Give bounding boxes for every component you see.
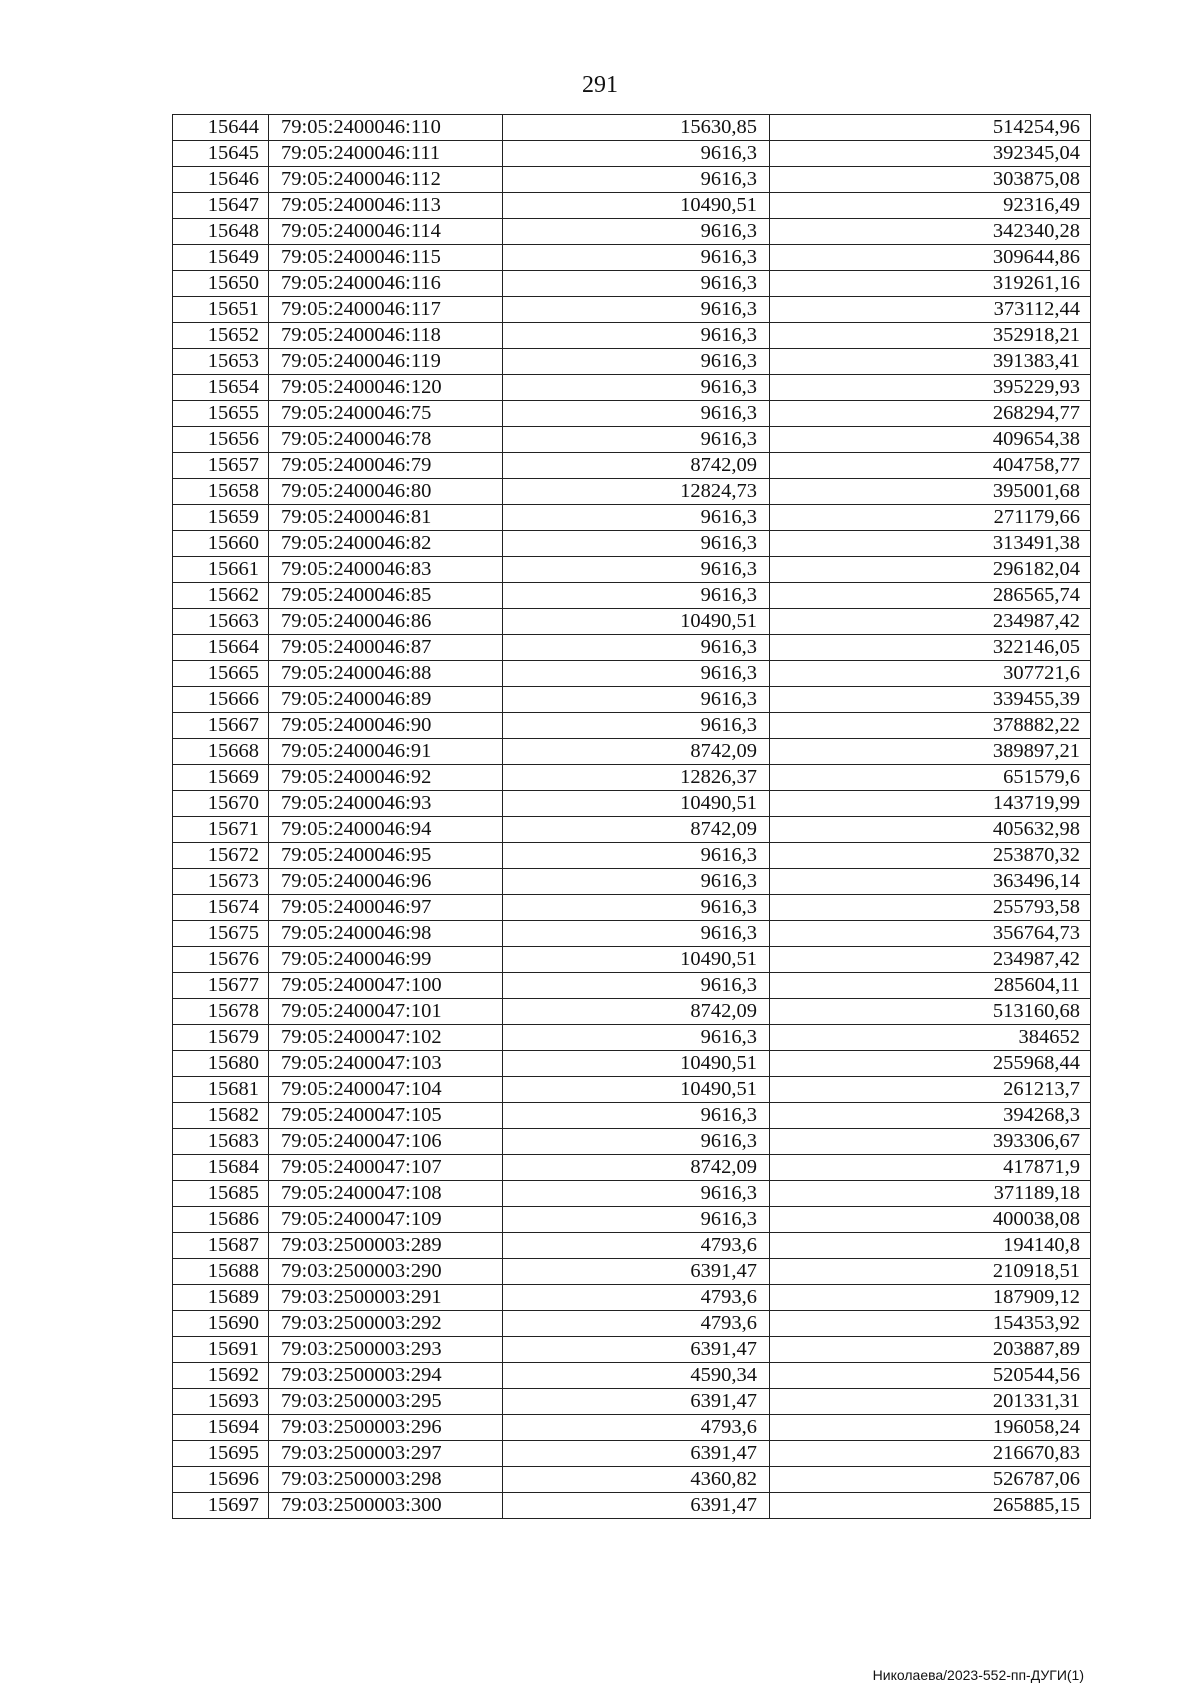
area-cell: 8742,09 (503, 999, 770, 1025)
table-row (173, 167, 1091, 193)
table-row (173, 271, 1091, 297)
area-cell: 10490,51 (503, 947, 770, 973)
table-row (173, 713, 1091, 739)
row-number-cell: 15648 (173, 219, 269, 245)
cadastral-value-cell: 514254,96 (770, 115, 1091, 141)
cadastral-number-cell: 79:05:2400047:103 (269, 1051, 503, 1077)
row-number-cell: 15657 (173, 453, 269, 479)
area-cell: 9616,3 (503, 375, 770, 401)
row-number-cell: 15696 (173, 1467, 269, 1493)
table-row (173, 1051, 1091, 1077)
row-number-cell: 15677 (173, 973, 269, 999)
table-row (173, 401, 1091, 427)
row-number-cell: 15695 (173, 1441, 269, 1467)
area-cell: 9616,3 (503, 219, 770, 245)
cadastral-number-cell: 79:03:2500003:293 (269, 1337, 503, 1363)
table-row (173, 1493, 1091, 1519)
area-cell: 4793,6 (503, 1415, 770, 1441)
cadastral-value-cell: 513160,68 (770, 999, 1091, 1025)
cadastral-number-cell: 79:05:2400046:111 (269, 141, 503, 167)
table-row (173, 817, 1091, 843)
area-cell: 8742,09 (503, 817, 770, 843)
table-row (173, 1181, 1091, 1207)
cadastral-number-cell: 79:05:2400046:94 (269, 817, 503, 843)
cadastral-value-cell: 196058,24 (770, 1415, 1091, 1441)
row-number-cell: 15680 (173, 1051, 269, 1077)
row-number-cell: 15664 (173, 635, 269, 661)
row-number-cell: 15662 (173, 583, 269, 609)
row-number-cell: 15689 (173, 1285, 269, 1311)
table-row (173, 531, 1091, 557)
table-row (173, 609, 1091, 635)
table-row (173, 1129, 1091, 1155)
cadastral-value-cell: 394268,3 (770, 1103, 1091, 1129)
area-cell: 9616,3 (503, 713, 770, 739)
cadastral-value-cell: 342340,28 (770, 219, 1091, 245)
cadastral-value-cell: 234987,42 (770, 947, 1091, 973)
table-row (173, 999, 1091, 1025)
table-row (173, 1441, 1091, 1467)
row-number-cell: 15649 (173, 245, 269, 271)
row-number-cell: 15673 (173, 869, 269, 895)
cadastral-number-cell: 79:03:2500003:297 (269, 1441, 503, 1467)
table-row (173, 1259, 1091, 1285)
table-row (173, 765, 1091, 791)
row-number-cell: 15652 (173, 323, 269, 349)
row-number-cell: 15667 (173, 713, 269, 739)
cadastral-value-cell: 339455,39 (770, 687, 1091, 713)
cadastral-number-cell: 79:03:2500003:291 (269, 1285, 503, 1311)
area-cell: 9616,3 (503, 973, 770, 999)
row-number-cell: 15685 (173, 1181, 269, 1207)
cadastral-value-cell: 395001,68 (770, 479, 1091, 505)
cadastral-number-cell: 79:05:2400046:110 (269, 115, 503, 141)
cadastral-number-cell: 79:05:2400046:97 (269, 895, 503, 921)
document-reference: Николаева/2023-552-пп-ДУГИ(1) (872, 1667, 1084, 1683)
cadastral-number-cell: 79:05:2400047:106 (269, 1129, 503, 1155)
cadastral-number-cell: 79:03:2500003:298 (269, 1467, 503, 1493)
area-cell: 6391,47 (503, 1441, 770, 1467)
area-cell: 9616,3 (503, 531, 770, 557)
table-row (173, 973, 1091, 999)
area-cell: 6391,47 (503, 1493, 770, 1519)
cadastral-number-cell: 79:05:2400046:87 (269, 635, 503, 661)
area-cell: 8742,09 (503, 453, 770, 479)
area-cell: 6391,47 (503, 1389, 770, 1415)
area-cell: 10490,51 (503, 1077, 770, 1103)
cadastral-number-cell: 79:05:2400046:78 (269, 427, 503, 453)
cadastral-value-cell: 371189,18 (770, 1181, 1091, 1207)
row-number-cell: 15694 (173, 1415, 269, 1441)
cadastral-value-cell: 285604,11 (770, 973, 1091, 999)
cadastral-number-cell: 79:05:2400046:91 (269, 739, 503, 765)
row-number-cell: 15647 (173, 193, 269, 219)
table-row (173, 219, 1091, 245)
cadastral-value-cell: 520544,56 (770, 1363, 1091, 1389)
cadastral-value-cell: 404758,77 (770, 453, 1091, 479)
cadastral-value-cell: 203887,89 (770, 1337, 1091, 1363)
cadastral-value-cell: 268294,77 (770, 401, 1091, 427)
row-number-cell: 15692 (173, 1363, 269, 1389)
cadastral-value-cell: 296182,04 (770, 557, 1091, 583)
row-number-cell: 15688 (173, 1259, 269, 1285)
cadastral-value-cell: 391383,41 (770, 349, 1091, 375)
row-number-cell: 15678 (173, 999, 269, 1025)
cadastral-number-cell: 79:05:2400046:118 (269, 323, 503, 349)
cadastral-number-cell: 79:05:2400046:92 (269, 765, 503, 791)
cadastral-value-cell: 286565,74 (770, 583, 1091, 609)
row-number-cell: 15675 (173, 921, 269, 947)
cadastral-value-cell: 651579,6 (770, 765, 1091, 791)
cadastral-value-cell: 194140,8 (770, 1233, 1091, 1259)
cadastral-number-cell: 79:05:2400046:81 (269, 505, 503, 531)
cadastral-number-cell: 79:05:2400047:102 (269, 1025, 503, 1051)
row-number-cell: 15656 (173, 427, 269, 453)
cadastral-value-cell: 307721,6 (770, 661, 1091, 687)
area-cell: 9616,3 (503, 349, 770, 375)
row-number-cell: 15665 (173, 661, 269, 687)
row-number-cell: 15668 (173, 739, 269, 765)
cadastral-value-cell: 526787,06 (770, 1467, 1091, 1493)
row-number-cell: 15674 (173, 895, 269, 921)
cadastral-number-cell: 79:05:2400046:113 (269, 193, 503, 219)
table-row (173, 1155, 1091, 1181)
cadastral-value-cell: 373112,44 (770, 297, 1091, 323)
table-row (173, 1077, 1091, 1103)
area-cell: 9616,3 (503, 635, 770, 661)
table-row (173, 947, 1091, 973)
area-cell: 10490,51 (503, 609, 770, 635)
row-number-cell: 15650 (173, 271, 269, 297)
area-cell: 9616,3 (503, 1181, 770, 1207)
table-row (173, 479, 1091, 505)
cadastral-number-cell: 79:03:2500003:300 (269, 1493, 503, 1519)
area-cell: 9616,3 (503, 297, 770, 323)
cadastral-number-cell: 79:05:2400046:85 (269, 583, 503, 609)
area-cell: 10490,51 (503, 791, 770, 817)
cadastral-value-cell: 389897,21 (770, 739, 1091, 765)
area-cell: 15630,85 (503, 115, 770, 141)
cadastral-value-cell: 392345,04 (770, 141, 1091, 167)
cadastral-value-cell: 216670,83 (770, 1441, 1091, 1467)
area-cell: 9616,3 (503, 895, 770, 921)
cadastral-value-cell: 322146,05 (770, 635, 1091, 661)
row-number-cell: 15693 (173, 1389, 269, 1415)
cadastral-value-cell: 255793,58 (770, 895, 1091, 921)
table-row (173, 1363, 1091, 1389)
cadastral-value-cell: 400038,08 (770, 1207, 1091, 1233)
row-number-cell: 15679 (173, 1025, 269, 1051)
cadastral-number-cell: 79:05:2400046:95 (269, 843, 503, 869)
row-number-cell: 15671 (173, 817, 269, 843)
cadastral-value-cell: 253870,32 (770, 843, 1091, 869)
row-number-cell: 15697 (173, 1493, 269, 1519)
cadastral-number-cell: 79:03:2500003:296 (269, 1415, 503, 1441)
row-number-cell: 15651 (173, 297, 269, 323)
cadastral-value-cell: 319261,16 (770, 271, 1091, 297)
cadastral-number-cell: 79:05:2400046:120 (269, 375, 503, 401)
table-row (173, 141, 1091, 167)
cadastral-number-cell: 79:05:2400047:104 (269, 1077, 503, 1103)
row-number-cell: 15666 (173, 687, 269, 713)
row-number-cell: 15687 (173, 1233, 269, 1259)
table-row (173, 453, 1091, 479)
area-cell: 4793,6 (503, 1233, 770, 1259)
row-number-cell: 15691 (173, 1337, 269, 1363)
cadastral-value-cell: 405632,98 (770, 817, 1091, 843)
cadastral-number-cell: 79:05:2400046:88 (269, 661, 503, 687)
table-row (173, 1103, 1091, 1129)
area-cell: 9616,3 (503, 1025, 770, 1051)
cadastral-number-cell: 79:05:2400046:80 (269, 479, 503, 505)
table-row (173, 1311, 1091, 1337)
table-row (173, 115, 1091, 141)
cadastral-number-cell: 79:05:2400047:101 (269, 999, 503, 1025)
area-cell: 6391,47 (503, 1259, 770, 1285)
area-cell: 4793,6 (503, 1311, 770, 1337)
area-cell: 9616,3 (503, 921, 770, 947)
table-row (173, 1415, 1091, 1441)
table-row (173, 791, 1091, 817)
cadastral-value-cell: 356764,73 (770, 921, 1091, 947)
area-cell: 12826,37 (503, 765, 770, 791)
cadastral-number-cell: 79:05:2400046:115 (269, 245, 503, 271)
cadastral-value-cell: 255968,44 (770, 1051, 1091, 1077)
cadastral-number-cell: 79:05:2400046:83 (269, 557, 503, 583)
cadastral-value-cell: 352918,21 (770, 323, 1091, 349)
row-number-cell: 15670 (173, 791, 269, 817)
cadastral-number-cell: 79:03:2500003:290 (269, 1259, 503, 1285)
cadastral-number-cell: 79:05:2400046:98 (269, 921, 503, 947)
area-cell: 9616,3 (503, 323, 770, 349)
cadastral-number-cell: 79:05:2400046:82 (269, 531, 503, 557)
row-number-cell: 15663 (173, 609, 269, 635)
area-cell: 10490,51 (503, 1051, 770, 1077)
cadastral-value-cell: 210918,51 (770, 1259, 1091, 1285)
area-cell: 9616,3 (503, 869, 770, 895)
table-row (173, 687, 1091, 713)
cadastral-number-cell: 79:05:2400047:109 (269, 1207, 503, 1233)
row-number-cell: 15676 (173, 947, 269, 973)
cadastral-value-cell: 265885,15 (770, 1493, 1091, 1519)
area-cell: 9616,3 (503, 843, 770, 869)
row-number-cell: 15660 (173, 531, 269, 557)
table-row (173, 297, 1091, 323)
row-number-cell: 15682 (173, 1103, 269, 1129)
table-row (173, 1233, 1091, 1259)
cadastral-value-cell: 378882,22 (770, 713, 1091, 739)
area-cell: 9616,3 (503, 661, 770, 687)
cadastral-value-cell: 313491,38 (770, 531, 1091, 557)
table-row (173, 583, 1091, 609)
area-cell: 9616,3 (503, 583, 770, 609)
area-cell: 6391,47 (503, 1337, 770, 1363)
row-number-cell: 15646 (173, 167, 269, 193)
row-number-cell: 15655 (173, 401, 269, 427)
row-number-cell: 15686 (173, 1207, 269, 1233)
cadastral-number-cell: 79:03:2500003:289 (269, 1233, 503, 1259)
cadastral-value-cell: 187909,12 (770, 1285, 1091, 1311)
cadastral-value-cell: 143719,99 (770, 791, 1091, 817)
page-number: 291 (582, 72, 618, 98)
table-body (173, 115, 1091, 1519)
cadastral-value-cell: 309644,86 (770, 245, 1091, 271)
cadastral-value-cell: 303875,08 (770, 167, 1091, 193)
area-cell: 9616,3 (503, 557, 770, 583)
row-number-cell: 15684 (173, 1155, 269, 1181)
cadastral-number-cell: 79:05:2400046:93 (269, 791, 503, 817)
table-row (173, 1285, 1091, 1311)
table-row (173, 193, 1091, 219)
cadastral-number-cell: 79:05:2400046:119 (269, 349, 503, 375)
cadastral-number-cell: 79:05:2400046:89 (269, 687, 503, 713)
area-cell: 9616,3 (503, 1207, 770, 1233)
cadastral-number-cell: 79:05:2400047:108 (269, 1181, 503, 1207)
row-number-cell: 15681 (173, 1077, 269, 1103)
table-row (173, 843, 1091, 869)
row-number-cell: 15661 (173, 557, 269, 583)
row-number-cell: 15654 (173, 375, 269, 401)
table-row (173, 349, 1091, 375)
cadastral-value-cell: 409654,38 (770, 427, 1091, 453)
cadastral-value-cell: 154353,92 (770, 1311, 1091, 1337)
area-cell: 8742,09 (503, 1155, 770, 1181)
row-number-cell: 15644 (173, 115, 269, 141)
area-cell: 4360,82 (503, 1467, 770, 1493)
table-row (173, 1025, 1091, 1051)
table-row (173, 661, 1091, 687)
cadastral-number-cell: 79:03:2500003:295 (269, 1389, 503, 1415)
cadastral-number-cell: 79:05:2400046:112 (269, 167, 503, 193)
table-row (173, 557, 1091, 583)
area-cell: 10490,51 (503, 193, 770, 219)
row-number-cell: 15659 (173, 505, 269, 531)
area-cell: 9616,3 (503, 1129, 770, 1155)
cadastral-number-cell: 79:05:2400046:75 (269, 401, 503, 427)
table-row (173, 1389, 1091, 1415)
area-cell: 9616,3 (503, 167, 770, 193)
row-number-cell: 15690 (173, 1311, 269, 1337)
cadastral-number-cell: 79:03:2500003:294 (269, 1363, 503, 1389)
area-cell: 9616,3 (503, 271, 770, 297)
table-row (173, 869, 1091, 895)
cadastral-value-cell: 417871,9 (770, 1155, 1091, 1181)
cadastral-value-cell: 393306,67 (770, 1129, 1091, 1155)
row-number-cell: 15645 (173, 141, 269, 167)
row-number-cell: 15658 (173, 479, 269, 505)
cadastral-number-cell: 79:05:2400046:116 (269, 271, 503, 297)
area-cell: 9616,3 (503, 427, 770, 453)
cadastral-number-cell: 79:05:2400046:86 (269, 609, 503, 635)
table-row (173, 635, 1091, 661)
table-row (173, 1467, 1091, 1493)
area-cell: 9616,3 (503, 687, 770, 713)
table-row (173, 921, 1091, 947)
table-row (173, 375, 1091, 401)
cadastral-number-cell: 79:03:2500003:292 (269, 1311, 503, 1337)
cadastral-value-cell: 363496,14 (770, 869, 1091, 895)
area-cell: 12824,73 (503, 479, 770, 505)
cadastral-number-cell: 79:05:2400046:90 (269, 713, 503, 739)
cadastral-value-cell: 234987,42 (770, 609, 1091, 635)
cadastral-number-cell: 79:05:2400047:105 (269, 1103, 503, 1129)
cadastral-number-cell: 79:05:2400046:79 (269, 453, 503, 479)
table-row (173, 245, 1091, 271)
area-cell: 9616,3 (503, 141, 770, 167)
cadastral-value-cell: 92316,49 (770, 193, 1091, 219)
cadastral-value-cell: 384652 (770, 1025, 1091, 1051)
table-row (173, 895, 1091, 921)
table-row (173, 323, 1091, 349)
row-number-cell: 15683 (173, 1129, 269, 1155)
table-row (173, 739, 1091, 765)
row-number-cell: 15672 (173, 843, 269, 869)
cadastral-number-cell: 79:05:2400047:100 (269, 973, 503, 999)
row-number-cell: 15669 (173, 765, 269, 791)
area-cell: 9616,3 (503, 245, 770, 271)
table-row (173, 427, 1091, 453)
table-row (173, 1207, 1091, 1233)
area-cell: 9616,3 (503, 505, 770, 531)
cadastral-number-cell: 79:05:2400047:107 (269, 1155, 503, 1181)
area-cell: 4793,6 (503, 1285, 770, 1311)
cadastral-number-cell: 79:05:2400046:96 (269, 869, 503, 895)
cadastral-number-cell: 79:05:2400046:99 (269, 947, 503, 973)
area-cell: 4590,34 (503, 1363, 770, 1389)
cadastral-value-cell: 201331,31 (770, 1389, 1091, 1415)
cadastral-value-cell: 271179,66 (770, 505, 1091, 531)
cadastral-value-cell: 395229,93 (770, 375, 1091, 401)
area-cell: 9616,3 (503, 1103, 770, 1129)
cadastral-number-cell: 79:05:2400046:117 (269, 297, 503, 323)
table-row (173, 505, 1091, 531)
area-cell: 8742,09 (503, 739, 770, 765)
cadastral-value-table (172, 114, 1091, 1519)
cadastral-value-cell: 261213,7 (770, 1077, 1091, 1103)
table-row (173, 1337, 1091, 1363)
cadastral-number-cell: 79:05:2400046:114 (269, 219, 503, 245)
row-number-cell: 15653 (173, 349, 269, 375)
area-cell: 9616,3 (503, 401, 770, 427)
